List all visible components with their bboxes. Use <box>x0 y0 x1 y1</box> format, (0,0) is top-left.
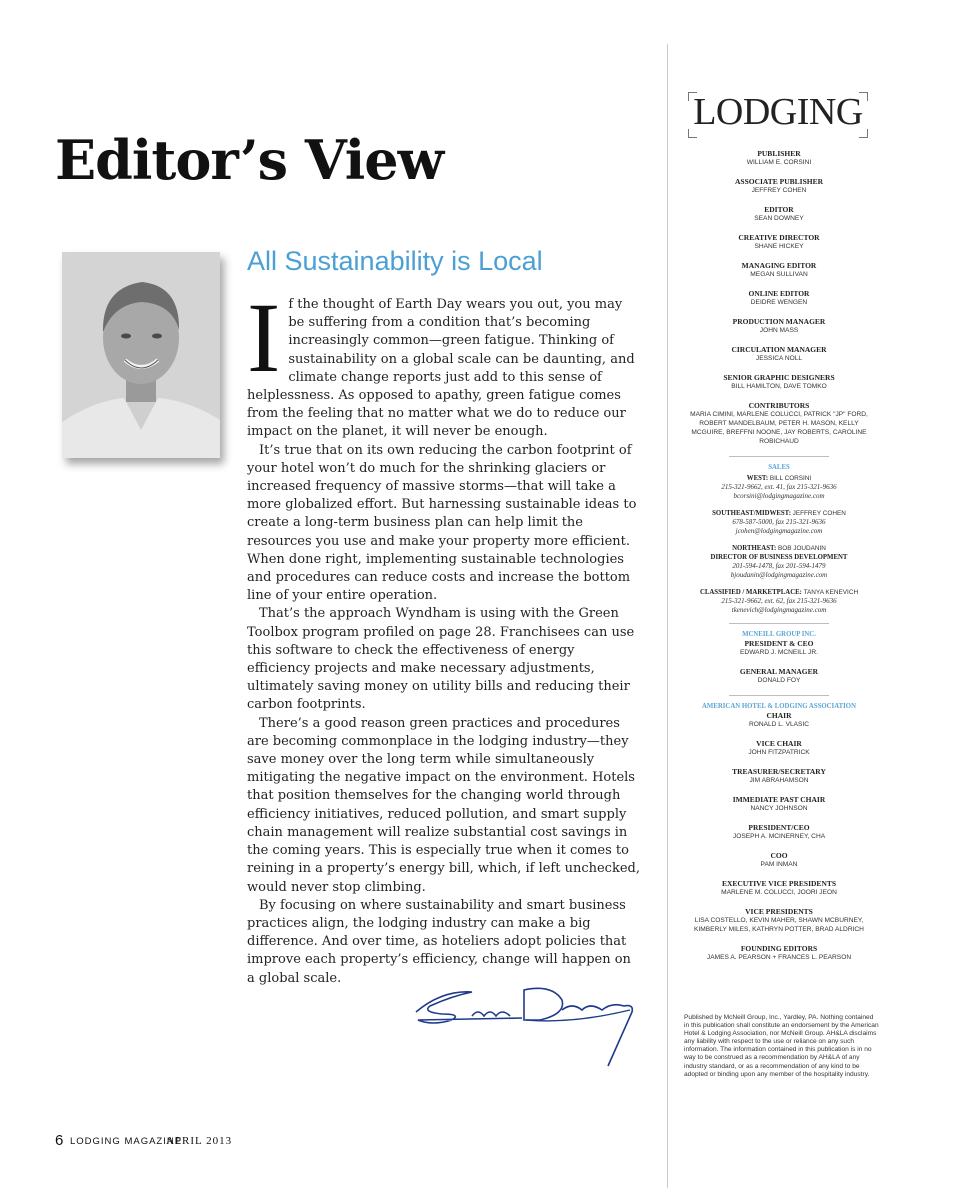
publisher-disclaimer: Published by McNeill Group, Inc., Yardley, PA. Nothing contained in this publication shall constitute an endorsement by the American Hotel & Lodging Association, nor McNeill Group. AH&LA disclaims any liability with respect to the use or reliance on any such information. The information contained in this publication is in no way to be construed as a recommendation by AH&LA of any industry standard, or as a recommendation of any kind to be adopted or binding upon any member of the hospitality industry. <box>684 1014 879 1078</box>
staff-role: TREASURER/SECRETARY <box>732 767 826 776</box>
article-paragraph: It’s true that on its own reducing the carbon footprint of your hotel won’t do much for the shrinking glaciers or increased frequency of massive storms—that will take a more globalized effort. But harnessing sustainable ideas to create a long-term business plan can help limit the resources you use and make your property more efficient. When done right, implementing sustainable technologies and procedures can reduce costs and increase the bottom line of your entire operation. <box>247 442 637 604</box>
editor-portrait-photo <box>62 252 220 458</box>
staff-entry <box>688 261 870 279</box>
staff-name: MARLENE M. COLUCCI, JOORI JEON <box>721 889 837 896</box>
staff-name: WILLIAM E. CORSINI <box>746 159 812 166</box>
sales-region: WEST: <box>746 475 769 482</box>
sales-name: BOB JOUDANIN <box>777 545 826 552</box>
sales-region: SOUTHEAST/MIDWEST: <box>712 510 791 517</box>
staff-name: PAM INMAN <box>760 861 798 868</box>
sales-heading: SALES <box>768 464 790 471</box>
staff-name: BILL HAMILTON, DAVE TOMKO <box>731 383 827 390</box>
portrait-illustration <box>62 252 220 458</box>
staff-name: JOSEPH A. MCINERNEY, CHA <box>732 833 826 840</box>
article-paragraph-text: f the thought of Earth Day wears you out, you may be suffering from a condition that’s becoming increasingly common—green fatigue. Thinking of sustainability on a global scale can be daunting, and climate change reports just add to this sense of helplessness. As opposed to apathy, green fatigue comes from the feeling that no matter what we do to reduce our impact on the planet, it will never be enough. <box>247 297 635 440</box>
mcneill-heading: MCNEILL GROUP INC. <box>742 631 816 638</box>
logo-bracket-icon <box>859 129 868 138</box>
masthead-staff-list <box>688 149 870 972</box>
sales-region: NORTHEAST: <box>732 545 777 552</box>
staff-entry <box>688 667 870 685</box>
sales-name: TANYA KENEVICH <box>803 589 859 596</box>
staff-name: MARIA CIMINI, MARLENE COLUCCI, PATRICK "JP" FORD, ROBERT MANDELBAUM, PETER H. MASON, KELLY MCGUIRE, BREFFNI NOONE, JAY ROBERTS, CAROLINE ROBICHAUD <box>690 411 868 445</box>
staff-entry <box>688 149 870 167</box>
staff-name: JAMES A. PEARSON + FRANCES L. PEARSON <box>706 954 852 961</box>
staff-name: MEGAN SULLIVAN <box>750 271 808 278</box>
staff-entry <box>688 944 870 962</box>
divider-rule <box>729 695 829 696</box>
sales-contact <box>688 509 870 536</box>
sales-name: JEFFREY COHEN <box>792 510 846 517</box>
sales-email: bjoudanin@lodgingmagazine.com <box>730 571 828 579</box>
staff-entry <box>688 289 870 307</box>
sales-email: jcohen@lodgingmagazine.com <box>735 527 823 535</box>
staff-entry <box>688 851 870 869</box>
staff-entry <box>688 767 870 785</box>
article-paragraph: By focusing on where sustainability and smart business practices align, the lodging industry can make a big difference. And over time, as hoteliers adopt policies that improve each property’s efficiency, change will happen on a global scale. <box>247 897 631 986</box>
staff-entry <box>688 739 870 757</box>
staff-role: ONLINE EDITOR <box>748 289 810 298</box>
sales-phone: 678-587-5000, fax 215-321-9636 <box>732 518 826 526</box>
staff-entry <box>688 177 870 195</box>
sales-title: DIRECTOR OF BUSINESS DEVELOPMENT <box>710 554 848 561</box>
staff-name: DONALD FOY <box>757 677 801 684</box>
staff-role: VICE PRESIDENTS <box>745 907 813 916</box>
staff-role: SENIOR GRAPHIC DESIGNERS <box>723 373 835 382</box>
staff-role: CREATIVE DIRECTOR <box>738 233 820 242</box>
staff-entry <box>688 345 870 363</box>
article-paragraph: That’s the approach Wyndham is using with the Green Toolbox program profiled on page 28. Franchisees can use this software to check the effectiveness of energy efficiency projects and make necessary adjustments, ultimately saving money on utility bills and reducing their carbon footprints. <box>247 606 635 713</box>
staff-role: ASSOCIATE PUBLISHER <box>734 177 823 186</box>
page-number: 6 <box>55 1132 64 1149</box>
logo-bracket-icon <box>688 129 697 138</box>
masthead <box>688 88 868 136</box>
sales-email: tkenevich@lodgingmagazine.com <box>731 606 827 614</box>
editor-signature-icon <box>412 980 638 1072</box>
staff-entry <box>688 879 870 897</box>
drop-cap: I <box>247 282 281 393</box>
staff-entry <box>688 639 870 657</box>
sales-contact <box>688 544 870 580</box>
article-paragraph <box>247 282 640 442</box>
staff-entry <box>688 233 870 251</box>
staff-role: CIRCULATION MANAGER <box>731 345 827 354</box>
sales-contact <box>688 474 870 501</box>
staff-role: COO <box>770 851 788 860</box>
staff-name: SEAN DOWNEY <box>754 215 804 222</box>
staff-name: JOHN MASS <box>759 327 799 334</box>
staff-name: JESSICA NOLL <box>755 355 803 362</box>
article-headline: All Sustainability is Local <box>247 246 543 276</box>
staff-entry <box>688 907 870 934</box>
staff-name: NANCY JOHNSON <box>750 805 808 812</box>
section-title: Editor’s View <box>55 128 444 192</box>
staff-name: JIM ABRAHAMSON <box>749 777 809 784</box>
sales-contact <box>688 588 870 615</box>
staff-role: EXECUTIVE VICE PRESIDENTS <box>721 879 837 888</box>
staff-name: JOHN FITZPATRICK <box>748 749 810 756</box>
staff-role: MANAGING EDITOR <box>741 261 817 270</box>
logo-bracket-icon <box>688 92 697 101</box>
divider-rule <box>729 623 829 624</box>
staff-entry <box>688 317 870 335</box>
staff-entry <box>688 823 870 841</box>
staff-entry <box>688 205 870 223</box>
footer-magazine-name: LODGING MAGAZINE <box>70 1136 183 1147</box>
sales-phone: 201-594-1478, fax 201-594-1479 <box>732 562 826 570</box>
logo-text: LODGING <box>693 91 863 133</box>
staff-name: JEFFREY COHEN <box>751 187 807 194</box>
staff-role: GENERAL MANAGER <box>739 667 819 676</box>
staff-entry <box>688 401 870 446</box>
article-body <box>247 282 640 988</box>
staff-role: PUBLISHER <box>757 149 801 158</box>
staff-role: EDITOR <box>764 205 794 214</box>
staff-role: PRESIDENT/CEO <box>748 823 810 832</box>
footer-issue-date: APRIL 2013 <box>166 1135 233 1147</box>
staff-role: IMMEDIATE PAST CHAIR <box>732 795 826 804</box>
ahla-heading: AMERICAN HOTEL & LODGING ASSOCIATION <box>702 703 856 710</box>
staff-name: RONALD L. VLASIC <box>748 721 810 728</box>
staff-role: PRODUCTION MANAGER <box>732 317 826 326</box>
divider-rule <box>729 456 829 457</box>
lodging-logo <box>688 88 868 136</box>
staff-name: LISA COSTELLO, KEVIN MAHER, SHAWN MCBURNEY, KIMBERLY MILES, KATHRYN POTTER, BRAD ALDRICH <box>694 917 864 933</box>
staff-entry <box>688 373 870 391</box>
staff-role: CHAIR <box>766 711 792 720</box>
article-paragraph: There’s a good reason green practices and procedures are becoming commonplace in the lodging industry—they save money over the long term while simultaneously mitigating the negative impact on the environment. Hotels that position themselves for the changing world through efficiency initiatives, reduced pollution, and smart supply chain management will realize substantial cost savings in the coming years. This is especially true when it comes to reining in a property’s energy bill, which, if left unchecked, would never stop climbing. <box>247 715 640 895</box>
staff-name: EDWARD J. MCNEILL JR. <box>740 649 818 656</box>
staff-entry <box>688 711 870 729</box>
staff-entry <box>688 795 870 813</box>
staff-role: VICE CHAIR <box>756 739 802 748</box>
column-divider <box>667 44 668 1188</box>
staff-name: DEIDRE WENGEN <box>750 299 808 306</box>
logo-bracket-icon <box>859 92 868 101</box>
staff-role: FOUNDING EDITORS <box>740 944 818 953</box>
sales-phone: 215-321-9662, ext. 62, fax 215-321-9636 <box>721 597 837 605</box>
staff-role: CONTRIBUTORS <box>748 401 810 410</box>
sales-name: BILL CORSINI <box>769 475 812 482</box>
sales-email: bcorsini@lodgingmagazine.com <box>733 492 825 500</box>
staff-name: SHANE HICKEY <box>754 243 804 250</box>
sales-phone: 215-321-9662, ext. 41, fax 215-321-9636 <box>721 483 837 491</box>
sales-region: CLASSIFIED / MARKETPLACE: <box>699 589 802 596</box>
staff-role: PRESIDENT & CEO <box>744 639 814 648</box>
